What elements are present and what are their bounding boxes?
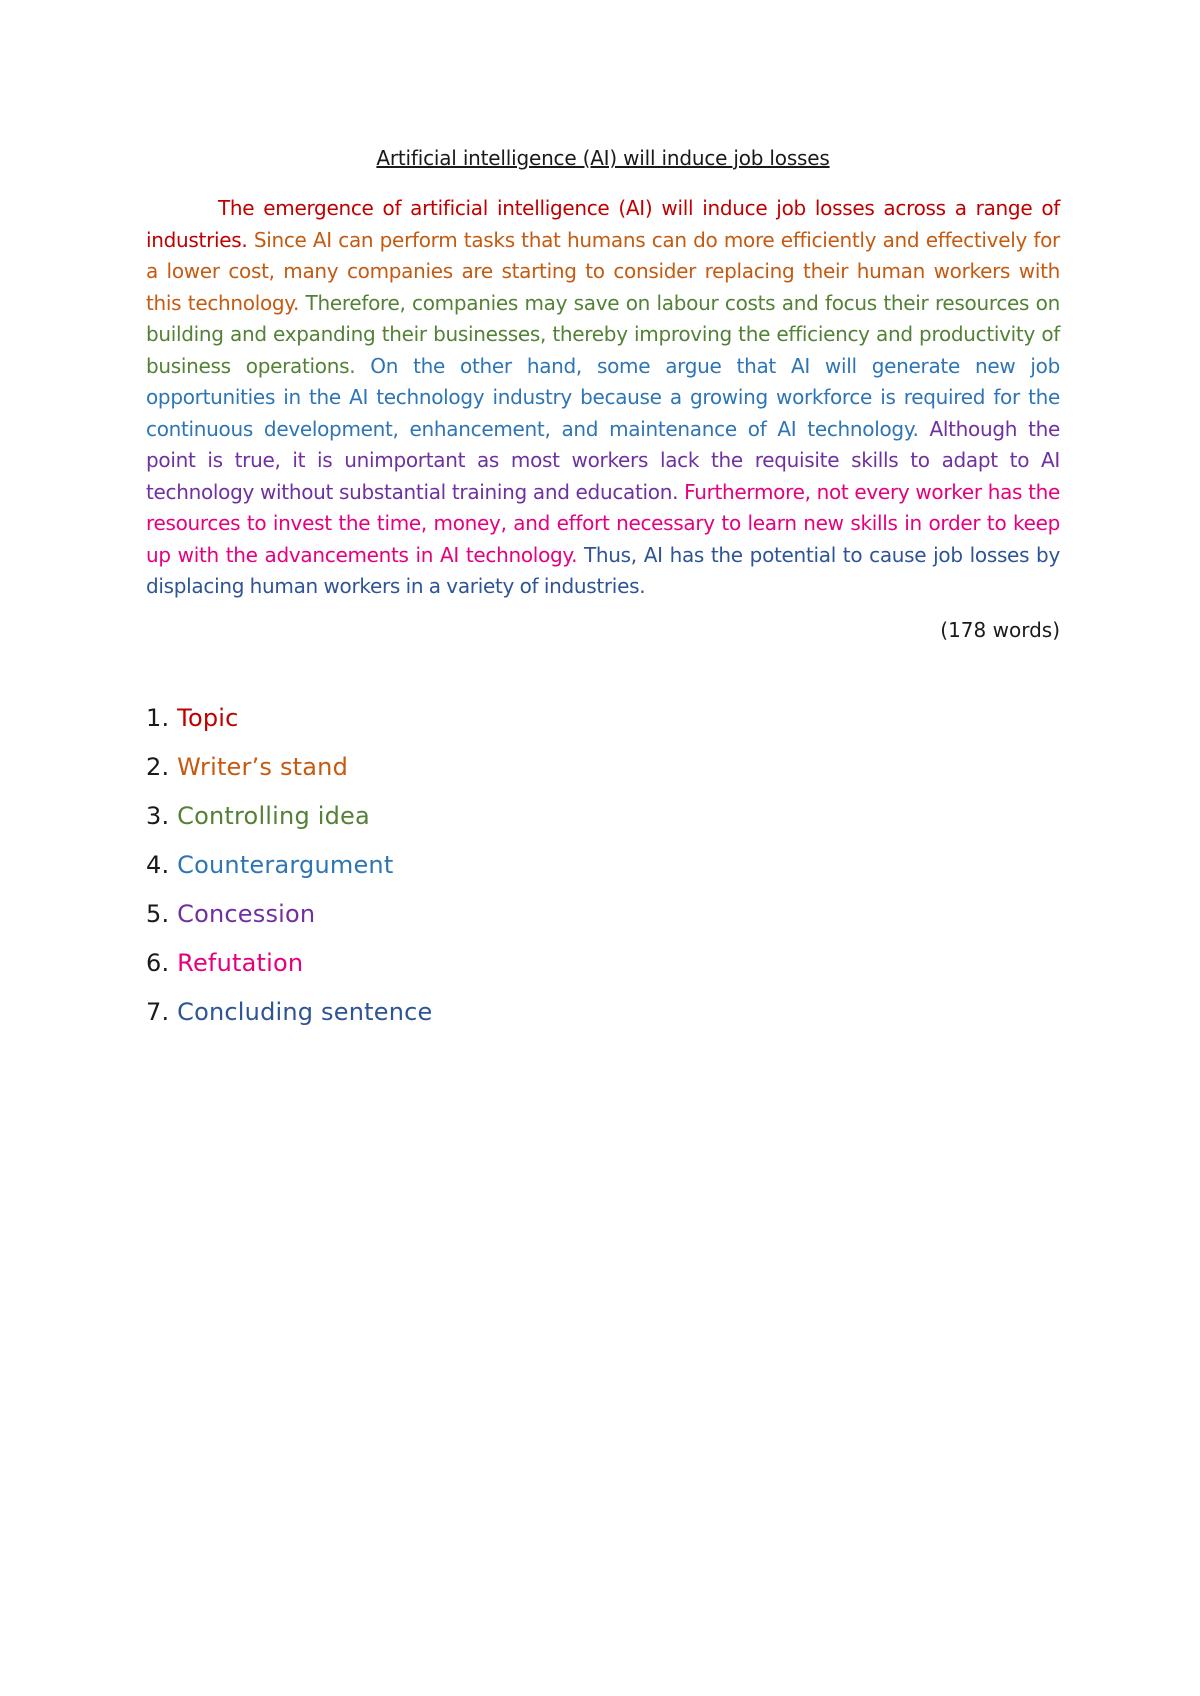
legend-number: 5. bbox=[146, 900, 170, 928]
legend-item-topic bbox=[146, 703, 433, 752]
legend-number: 4. bbox=[146, 851, 170, 879]
legend-item-controlling-idea bbox=[146, 801, 433, 850]
legend-number: 1. bbox=[146, 704, 170, 732]
essay-paragraph bbox=[146, 193, 1060, 603]
document-title: Artificial intelligence (AI) will induce job losses bbox=[376, 146, 830, 170]
counterargument-sentence: On the other hand, some argue that AI will generate new job opportunities in the AI technology industry because a growing workforce is required for the continuous development, enhancement, and maintenance of AI technology. bbox=[146, 353, 1060, 441]
legend-label: Concluding sentence bbox=[177, 998, 433, 1026]
legend-number: 2. bbox=[146, 753, 170, 781]
legend-label: Writer’s stand bbox=[177, 753, 349, 781]
legend-label: Controlling idea bbox=[177, 802, 370, 830]
word-count: (178 words) bbox=[940, 618, 1060, 642]
writers-stand-sentence: Since AI can perform tasks that humans can do more efficiently and effectively for a lower cost, many companies are starting to consider replacing their human workers with this technology. bbox=[146, 227, 1060, 315]
legend-number: 7. bbox=[146, 998, 170, 1026]
concession-sentence: Although the point is true, it is unimportant as most workers lack the requisite skills to adapt to AI technology without substantial training and education. bbox=[146, 416, 1060, 504]
legend-label: Counterargument bbox=[177, 851, 394, 879]
legend-number: 6. bbox=[146, 949, 170, 977]
topic-sentence: The emergence of artificial intelligence (AI) will induce job losses across a range of industries. bbox=[146, 196, 1060, 252]
legend-label: Concession bbox=[177, 900, 316, 928]
legend-item-writers-stand bbox=[146, 752, 433, 801]
legend-label: Refutation bbox=[177, 949, 304, 977]
legend-item-concluding-sentence bbox=[146, 997, 433, 1046]
color-legend-list bbox=[146, 703, 433, 1046]
refutation-sentence: Furthermore, not every worker has the resources to invest the time, money, and effort necessary to learn new skills in order to keep up with the advancements in AI technology. bbox=[146, 479, 1061, 567]
legend-item-counterargument bbox=[146, 850, 433, 899]
legend-number: 3. bbox=[146, 802, 170, 830]
concluding-sentence: Thus, AI has the potential to cause job losses by displacing human workers in a variety of industries. bbox=[146, 542, 1060, 598]
legend-item-refutation bbox=[146, 948, 433, 997]
legend-item-concession bbox=[146, 899, 433, 948]
controlling-idea-sentence: Therefore, companies may save on labour costs and focus their resources on building and expanding their businesses, thereby improving the efficiency and productivity of business operations. bbox=[146, 290, 1060, 378]
legend-label: Topic bbox=[177, 704, 239, 732]
